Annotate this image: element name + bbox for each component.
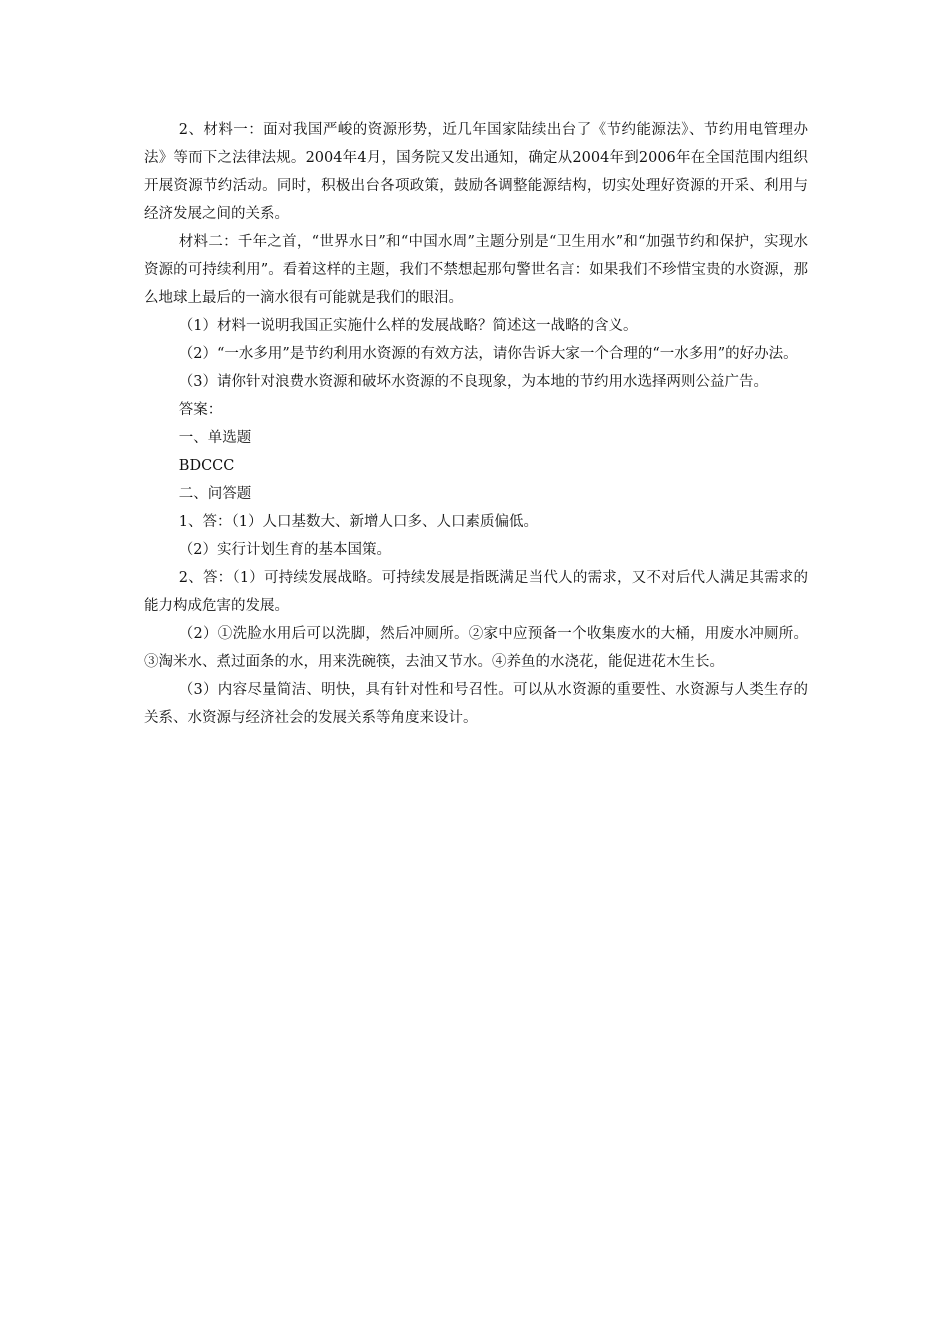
- question-2-3: （3）请你针对浪费水资源和破坏水资源的不良现象，为本地的节约用水选择两则公益广告。: [178, 374, 769, 390]
- section-1-answer: BDCCC: [178, 458, 235, 474]
- answer-1-part-2: （2）实行计划生育的基本国策。: [178, 542, 392, 558]
- document-page: [144, 116, 808, 732]
- question-2-2: （2）“一水多用”是节约利用水资源的有效方法，请你告诉大家一个合理的“一水多用”的好办法。: [178, 346, 798, 362]
- answers-heading: 答案：: [178, 402, 223, 418]
- material-two-paragraph: 材料二：千年之首，“世界水日”和“中国水周”主题分别是“卫生用水”和“加强节约和保护，实现水资源的可持续利用”。看着这样的主题，我们不禁想起那句警世名言：如果我们不珍惜宝贵的水资源，那么地球上最后的一滴水很有可能就是我们的眼泪。: [144, 234, 808, 306]
- answer-2-part-3: （3）内容尽量简洁、明快，具有针对性和号召性。可以从水资源的重要性、水资源与人类生存的关系、水资源与经济社会的发展关系等角度来设计。: [144, 682, 808, 726]
- section-1-title: 一、单选题: [178, 430, 252, 446]
- answer-2-part-2: （2）①洗脸水用后可以洗脚，然后冲厕所。②家中应预备一个收集废水的大桶，用废水冲厕所。③淘米水、煮过面条的水，用来洗碗筷，去油又节水。④养鱼的水浇花，能促进花木生长。: [144, 626, 808, 670]
- section-2-title: 二、问答题: [178, 486, 252, 502]
- material-one-paragraph: 2、材料一：面对我国严峻的资源形势，近几年国家陆续出台了《节约能源法》、节约用电管理办法》等而下之法律法规。2004年4月，国务院又发出通知，确定从2004年到2006年在全国范围内组织开展资源节约活动。同时，积极出台各项政策，鼓励各调整能源结构，切实处理好资源的开采、利用与经济发展之间的关系。: [144, 122, 808, 222]
- question-2-1: （1）材料一说明我国正实施什么样的发展战略？简述这一战略的含义。: [178, 318, 638, 334]
- answer-2-part-1: 2、答：（1）可持续发展战略。可持续发展是指既满足当代人的需求，又不对后代人满足其需求的能力构成危害的发展。: [144, 570, 808, 614]
- answer-1-part-1: 1、答：（1）人口基数大、新增人口多、人口素质偏低。: [178, 514, 538, 530]
